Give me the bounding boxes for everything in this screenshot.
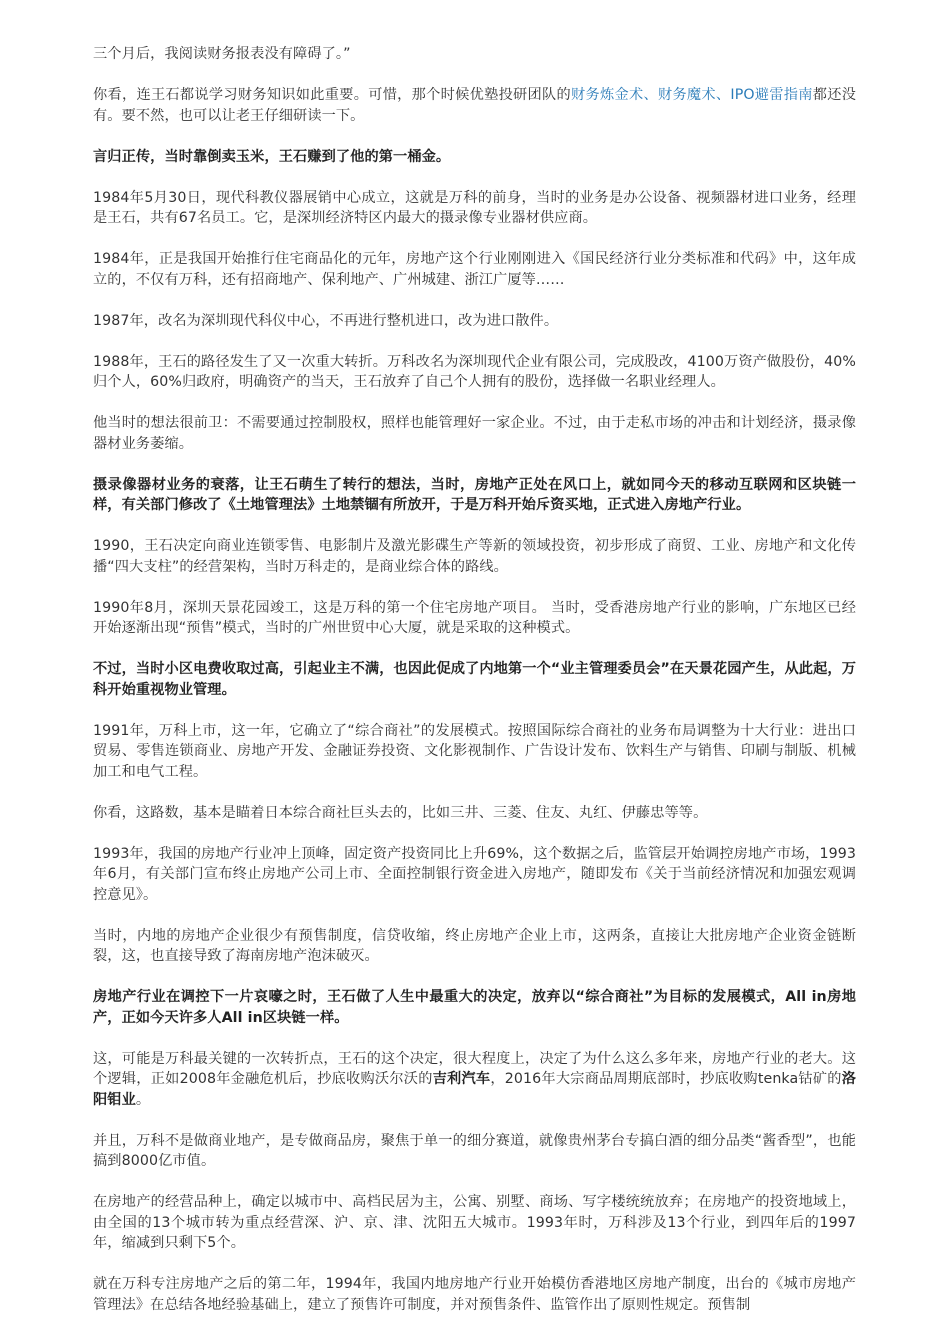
paragraph: 并且，万科不是做商业地产，是专做商品房，聚焦于单一的细分赛道，就像贵州茅台专搞白酒的细分品类“酱香型”，也能搞到8000亿市值。 [93, 1132, 856, 1169]
paragraph: 1988年，王石的路径发生了又一次重大转折。万科改名为深圳现代企业有限公司，完成股改，4100万资产做股份，40%归个人，60%归政府，明确资产的当天，王石放弃了自己个人拥有的股份，选择做一名职业经理人。 [93, 353, 856, 390]
link-ipo-guide[interactable]: IPO避雷指南 [730, 87, 813, 103]
paragraph: 你看，这路数，基本是瞄着日本综合商社巨头去的，比如三井、三菱、住友、丸红、伊藤忠等等。 [93, 804, 708, 821]
link-separator: 、 [715, 87, 731, 103]
paragraph: 1991年，万科上市，这一年，它确立了“综合商社”的发展模式。按照国际综合商社的业务布局调整为十大行业：进出口贸易、零售连锁商业、房地产开发、金融证券投资、文化影视制作、广告设计发布、饮料生产与销售、印刷与制版、机械加工和电气工程。 [93, 722, 856, 780]
bold-paragraph: 摄录像器材业务的衰落，让王石萌生了转行的想法，当时，房地产正处在风口上，就如同今天的移动互联网和区块链一样，有关部门修改了《土地管理法》土地禁锢有所放开，于是万科开始斥资买地，正式进入房地产行业。 [93, 476, 856, 513]
emphasis-geely: 吉利汽车 [432, 1071, 491, 1087]
paragraph-with-emphasis [93, 1049, 856, 1111]
bold-paragraph: 房地产行业在调控下一片哀嚎之时，王石做了人生中最重大的决定，放弃以“综合商社”为目标的发展模式，All in房地产，正如今天许多人All in区块链一样。 [93, 989, 856, 1026]
paragraph: 1990年8月，深圳天景花园竣工，这是万科的第一个住宅房地产项目。 当时，受香港房地产行业的影响，广东地区已经开始逐渐出现“预售”模式，当时的广州世贸中心大厦，就是采取的这种模式。 [93, 599, 856, 636]
paragraph: 三个月后，我阅读财务报表没有障碍了。” [93, 46, 351, 62]
paragraph: 在房地产的经营品种上，确定以城市中、高档民居为主，公寓、别墅、商场、写字楼统统放弃；在房地产的投资地域上，由全国的13个城市转为重点经营深、沪、京、津、沈阳五大城市。1993年时，万科涉及13个行业，到四年后的1997年，缩减到只剩下5个。 [93, 1194, 856, 1251]
paragraph-text: ，2016年大宗商品周期底部时，抄底收购tenka钴矿的 [490, 1071, 842, 1087]
link-financial-alchemy[interactable]: 财务炼金术 [571, 87, 644, 103]
paragraph: 当时，内地的房地产企业很少有预售制度，信贷收缩，终止房地产企业上市，这两条，直接让大批房地产企业资金链断裂，这，也直接导致了海南房地产泡沫破灭。 [93, 927, 856, 964]
paragraph: 1990，王石决定向商业连锁零售、电影制片及激光影碟生产等新的领域投资，初步形成了商贸、工业、房地产和文化传播“四大支柱”的经营架构，当时万科走的，是商业综合体的路线。 [93, 538, 856, 575]
bold-paragraph: 不过，当时小区电费收取过高，引起业主不满，也因此促成了内地第一个“业主管理委员会”在天景花园产生，从此起，万科开始重视物业管理。 [93, 661, 856, 698]
article-body [93, 44, 856, 1336]
bold-paragraph: 言归正传，当时靠倒卖玉米，王石赚到了他的第一桶金。 [93, 148, 451, 165]
paragraph-with-links [93, 85, 856, 126]
paragraph-text: 。 [135, 1091, 151, 1108]
paragraph: 1984年5月30日，现代科教仪器展销中心成立，这就是万科的前身，当时的业务是办公设备、视频器材进口业务，经理是王石，共有67名员工。它，是深圳经济特区内最大的摄录像专业器材供应商。 [93, 189, 856, 226]
paragraph: 他当时的想法很前卫：不需要通过控制股权，照样也能管理好一家企业。不过，由于走私市场的冲击和计划经济，摄录像器材业务萎缩。 [93, 415, 856, 452]
paragraph: 1987年，改名为深圳现代科仪中心，不再进行整机进口，改为进口散件。 [93, 312, 559, 329]
link-financial-magic[interactable]: 财务魔术 [657, 87, 716, 103]
paragraph: 1993年，我国的房地产行业冲上顶峰，固定资产投资同比上升69%，这个数据之后，监管层开始调控房地产市场，1993年6月，有关部门宣布终止房地产公司上市、全面控制银行资金进入房地产，随即发布《关于当前经济情况和加强宏观调控意见》。 [93, 845, 856, 903]
link-separator: 、 [643, 87, 658, 103]
paragraph-text: 都还没有。要不然，也可以让老王仔细研读一下。 [93, 87, 857, 124]
paragraph: 就在万科专注房地产之后的第二年，1994年，我国内地房地产行业开始模仿香港地区房地产制度，出台的《城市房地产管理法》在总结各地经验基础上，建立了预售许可制度，并对预售条件、监管作出了原则性规定。预售制 [93, 1276, 856, 1313]
paragraph: 1984年，正是我国开始推行住宅商品化的元年，房地产这个行业刚刚进入《国民经济行业分类标准和代码》中，这年成立的，不仅有万科，还有招商地产、保利地产、广州城建、浙江广厦等…… [93, 251, 856, 288]
paragraph-text: 这，可能是万科最关键的一次转折点，王石的这个决定，很大程度上，决定了为什么这么多年来，房地产行业的老大。这个逻辑，正如2008年金融危机后，抄底收购沃尔沃的 [93, 1050, 856, 1087]
paragraph-text: 你看，连王石都说学习财务知识如此重要。可惜，那个时候优塾投研团队的 [93, 87, 572, 103]
emphasis-cmoc: 洛阳钼业 [93, 1071, 856, 1108]
